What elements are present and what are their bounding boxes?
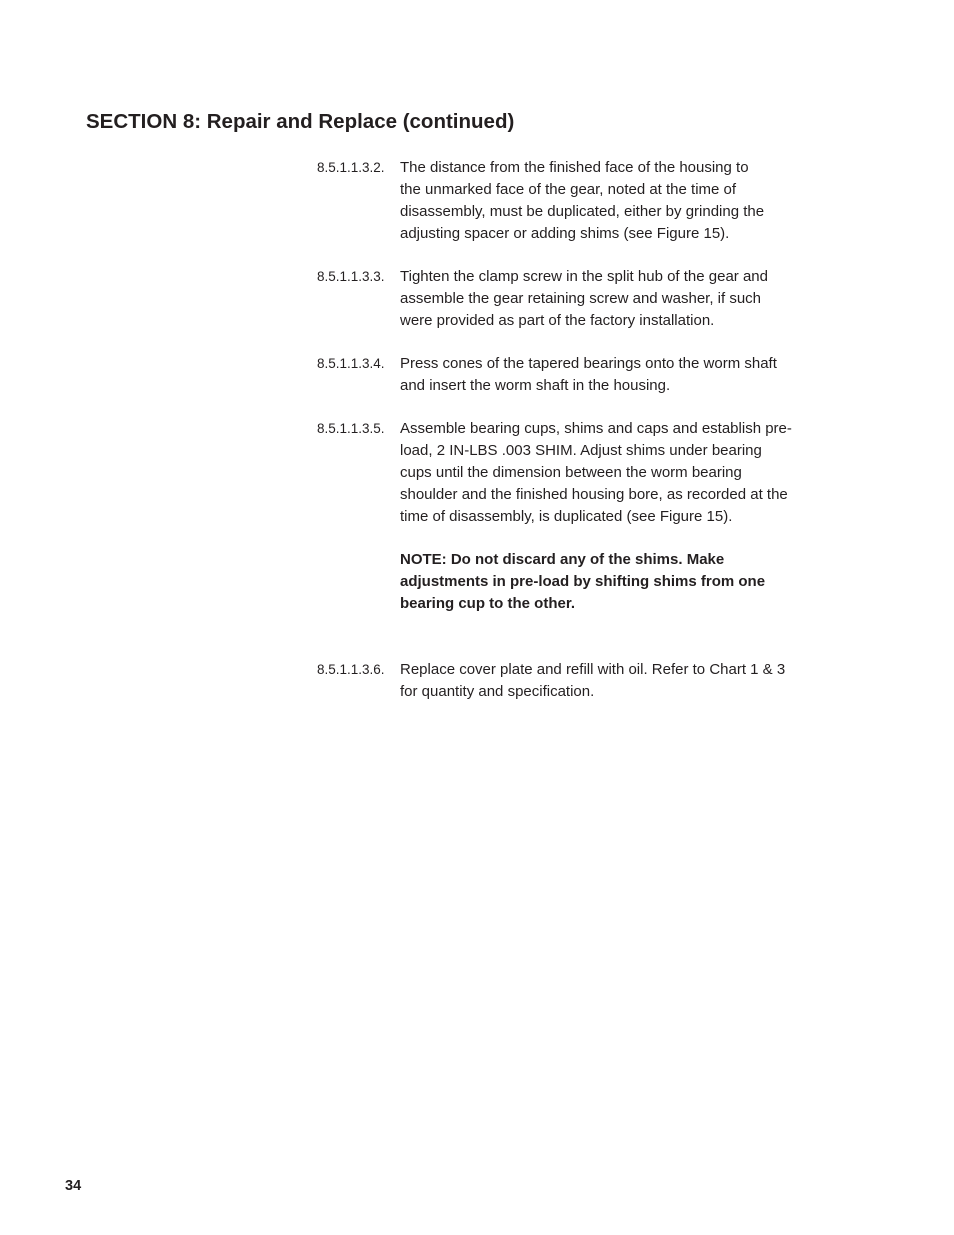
note-block [400, 549, 820, 615]
section-title: SECTION 8: Repair and Replace (continued) [86, 110, 515, 133]
text-line: the unmarked face of the gear, noted at the time of [400, 181, 737, 198]
text-line: load, 2 IN-LBS .003 SHIM. Adjust shims under bearing [400, 442, 762, 459]
step-text [400, 659, 817, 703]
note-line: NOTE: Do not discard any of the shims. Make [400, 551, 725, 568]
step-number: 8.5.1.1.3.3. [317, 269, 385, 284]
text-line: were provided as part of the factory installation. [400, 312, 715, 329]
page-number: 34 [65, 1178, 82, 1194]
text-line: for quantity and specification. [400, 683, 595, 700]
text-line: shoulder and the finished housing bore, as recorded at the [400, 486, 788, 503]
text-line: Assemble bearing cups, shims and caps and establish pre- [400, 420, 792, 437]
step-text [400, 157, 817, 245]
text-line: Press cones of the tapered bearings onto the worm shaft [400, 355, 777, 372]
step-text [400, 353, 817, 397]
step-text [400, 266, 817, 332]
step-number: 8.5.1.1.3.2. [317, 160, 385, 175]
text-line: and insert the worm shaft in the housing. [400, 377, 671, 394]
text-line: assemble the gear retaining screw and washer, if such [400, 290, 762, 307]
step-number: 8.5.1.1.3.6. [317, 662, 385, 677]
step-number: 8.5.1.1.3.4. [317, 356, 385, 371]
text-line: Tighten the clamp screw in the split hub of the gear and [400, 268, 768, 285]
text-line: disassembly, must be duplicated, either by grinding the [400, 203, 765, 220]
step-text [400, 418, 817, 528]
note-line: adjustments in pre-load by shifting shims from one [400, 573, 766, 590]
text-line: adjusting spacer or adding shims (see Figure 15). [400, 225, 730, 242]
step-number: 8.5.1.1.3.5. [317, 421, 385, 436]
text-line: Replace cover plate and refill with oil. Refer to Chart 1 & 3 [400, 661, 786, 678]
text-line: cups until the dimension between the worm bearing [400, 464, 742, 481]
text-line: time of disassembly, is duplicated (see Figure 15). [400, 508, 733, 525]
note-line: bearing cup to the other. [400, 595, 576, 612]
text-line: The distance from the finished face of the housing to [400, 159, 749, 176]
